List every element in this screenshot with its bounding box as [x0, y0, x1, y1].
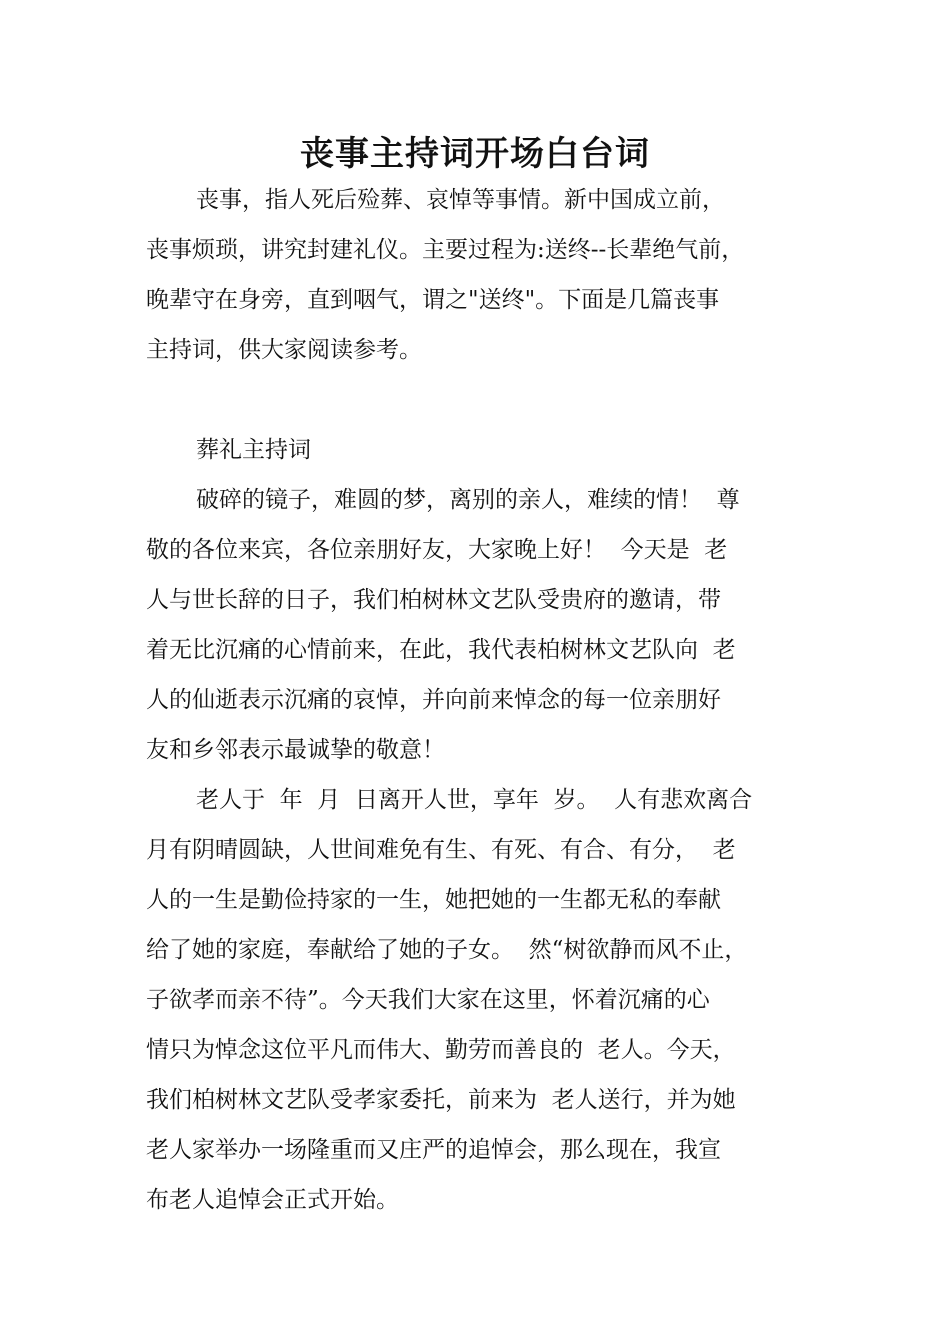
- paragraph-line: 我们柏树林文艺队受孝家委托，前来为 老人送行，并为她: [146, 1087, 736, 1113]
- paragraph-line: 人与世长辞的日子，我们柏树林文艺队受贵府的邀请，带: [146, 587, 721, 613]
- paragraph-line: 敬的各位来宾，各位亲朋好友，大家晚上好！ 今天是 老: [146, 537, 728, 563]
- paragraph-line: 人的仙逝表示沉痛的哀悼，并向前来悼念的每一位亲朋好: [146, 687, 721, 713]
- intro-line: 主持词，供大家阅读参考。: [146, 337, 422, 363]
- paragraph-line: 月有阴晴圆缺，人世间难免有生、有死、有合、有分， 老: [146, 837, 736, 863]
- document-title: 丧事主持词开场白台词: [300, 134, 650, 174]
- paragraph-line: 子欲孝而亲不待”。今天我们大家在这里，怀着沉痛的心: [146, 987, 710, 1013]
- paragraph-line: 友和乡邻表示最诚挚的敬意！: [146, 737, 445, 763]
- intro-line: 丧事烦琐，讲究封建礼仪。主要过程为:送终--长辈绝气前，: [146, 237, 745, 263]
- paragraph-line: 老人家举办一场隆重而又庄严的追悼会，那么现在，我宣: [146, 1137, 721, 1163]
- paragraph-line: 情只为悼念这位平凡而伟大、勤劳而善良的 老人。今天，: [146, 1037, 736, 1063]
- paragraph-line: 布老人追悼会正式开始。: [146, 1187, 399, 1213]
- paragraph-line: 人的一生是勤俭持家的一生，她把她的一生都无私的奉献: [146, 887, 721, 913]
- paragraph-line: 破碎的镜子，难圆的梦，离别的亲人，难续的情！ 尊: [196, 487, 740, 513]
- section-heading: 葬礼主持词: [196, 437, 311, 463]
- paragraph-line: 给了她的家庭，奉献给了她的子女。 然“树欲静而风不止，: [146, 937, 748, 963]
- paragraph-line: 着无比沉痛的心情前来，在此，我代表柏树林文艺队向 老: [146, 637, 736, 663]
- intro-line: 晚辈守在身旁，直到咽气，谓之"送终"。下面是几篇丧事: [146, 287, 720, 313]
- intro-line: 丧事，指人死后殓葬、哀悼等事情。新中国成立前，: [196, 187, 725, 213]
- paragraph-line: 老人于 年 月 日离开人世，享年 岁。 人有悲欢离合: [196, 787, 753, 813]
